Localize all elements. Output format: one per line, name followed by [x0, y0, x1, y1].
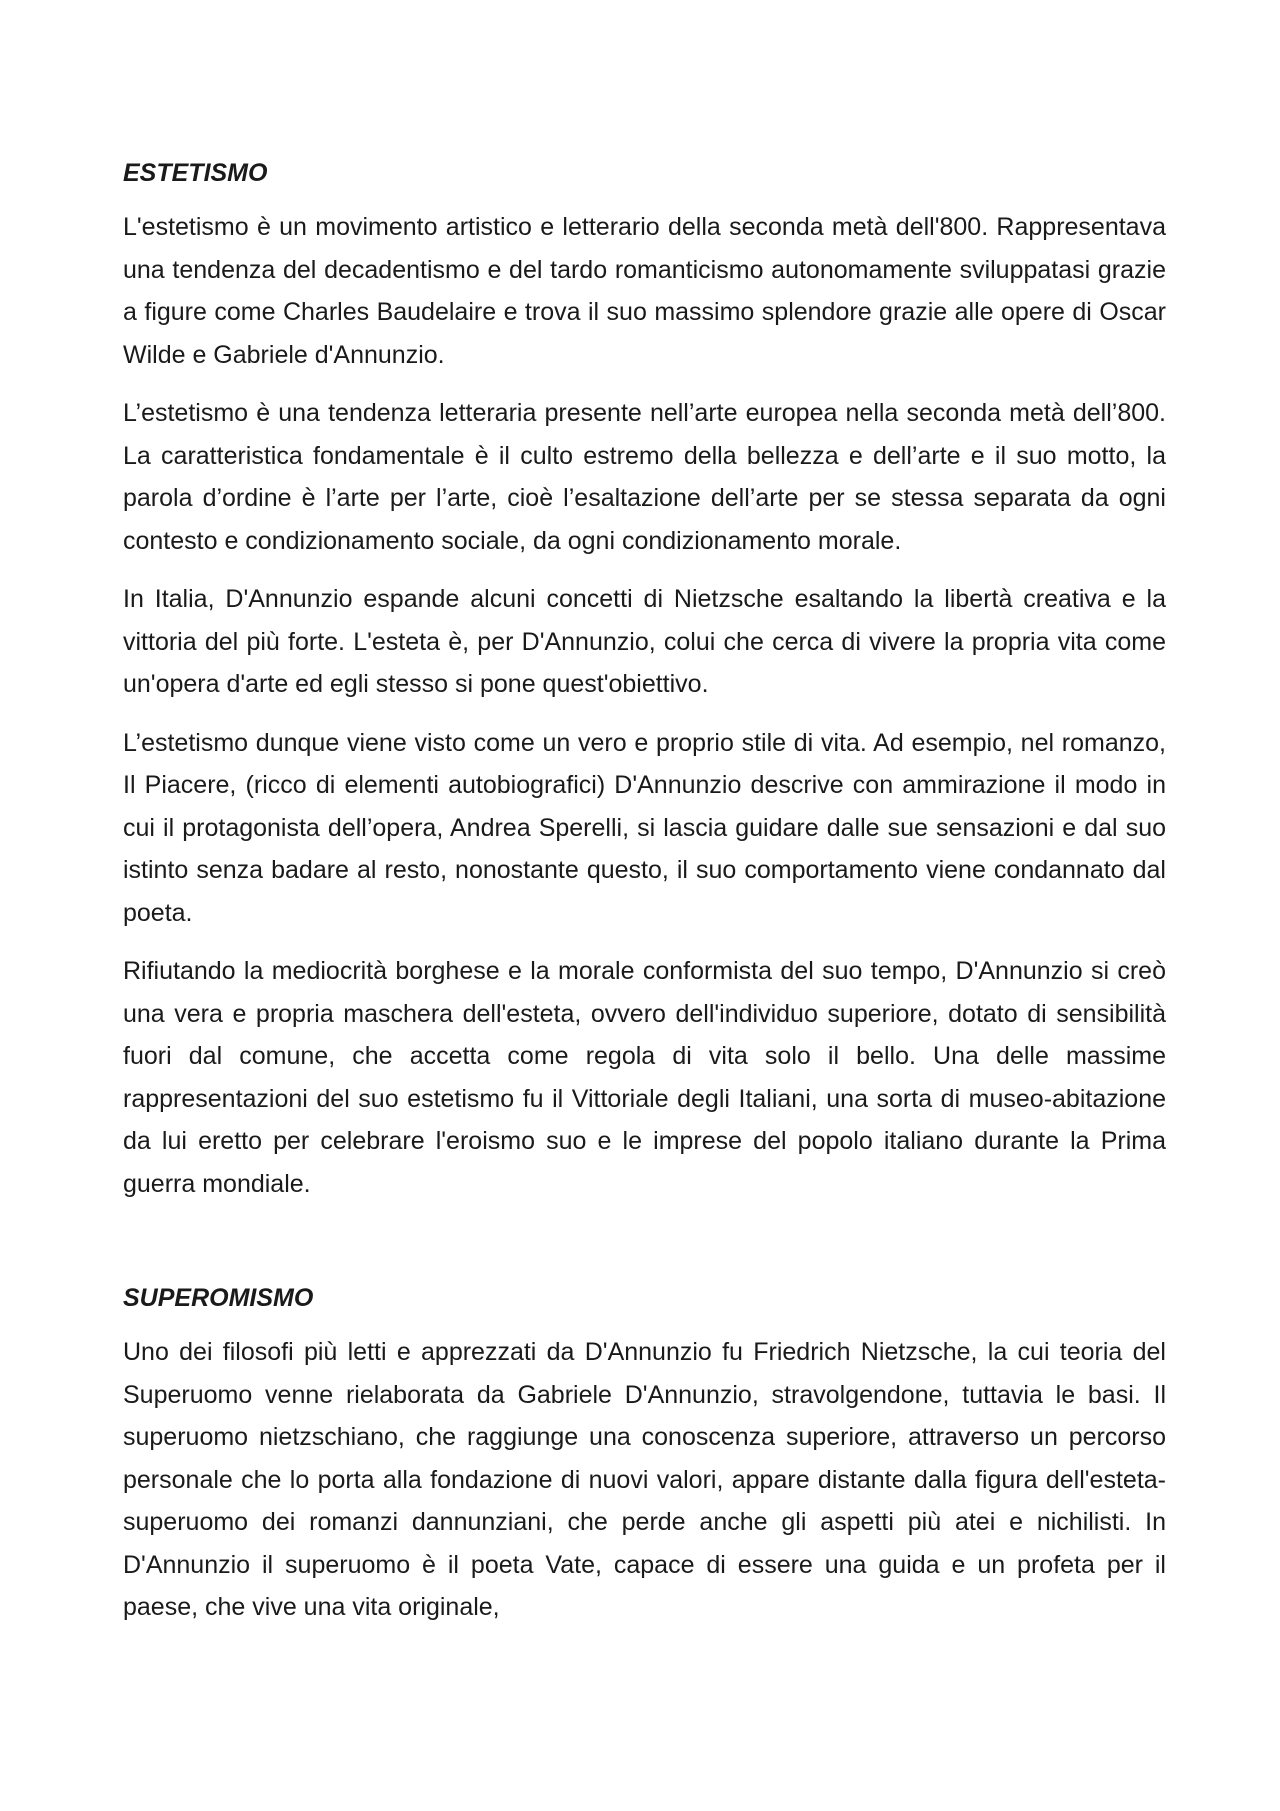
paragraph: L'estetismo è un movimento artistico e letterario della seconda metà dell'800. Rappresentava una tendenza del decadentismo e del tardo romanticismo autonomamente sviluppatasi grazie a figure come Charles Baudelaire e trova il suo massimo splendore grazie alle opere di Oscar Wilde e Gabriele d'Annunzio. [123, 213, 1166, 369]
document-body [123, 152, 1166, 1645]
paragraph: L’estetismo dunque viene visto come un vero e proprio stile di vita. Ad esempio, nel romanzo, Il Piacere, (ricco di elementi autobiografici) D'Annunzio descrive con ammirazione il modo in cui il protagonista dell’opera, Andrea Sperelli, si lascia guidare dalle sue sensazioni e dal suo istinto senza badare al resto, nonostante questo, il suo comportamento viene condannato dal poeta. [123, 728, 1166, 927]
section-spacer [123, 1221, 1166, 1277]
paragraph: Rifiutando la mediocrità borghese e la morale conformista del suo tempo, D'Annunzio si creò una vera e propria maschera dell'esteta, ovvero dell'individuo superiore, dotato di sensibilità fuori dal comune, che accetta come regola di vita solo il bello. Una delle massime rappresentazioni del suo estetismo fu il Vittoriale degli Italiani, una sorta di museo-abitazione da lui eretto per celebrare l'eroismo suo e le imprese del popolo italiano durante la Prima guerra mondiale. [123, 957, 1166, 1198]
paragraph: L’estetismo è una tendenza letteraria presente nell’arte europea nella seconda metà dell’800. La caratteristica fondamentale è il culto estremo della bellezza e dell’arte e il suo motto, la parola d’ordine è l’arte per l’arte, cioè l’esaltazione dell’arte per se stessa separata da ogni contesto e condizionamento sociale, da ogni condizionamento morale. [123, 399, 1166, 555]
section-heading-superomismo: SUPEROMISMO [123, 1284, 314, 1312]
paragraph: In Italia, D'Annunzio espande alcuni concetti di Nietzsche esaltando la libertà creativa e la vittoria del più forte. L'esteta è, per D'Annunzio, colui che cerca di vivere la propria vita come un'opera d'arte ed egli stesso si pone quest'obiettivo. [123, 585, 1166, 698]
section-heading-estetismo: ESTETISMO [123, 159, 268, 187]
paragraph: Uno dei filosofi più letti e apprezzati da D'Annunzio fu Friedrich Nietzsche, la cui teoria del Superuomo venne rielaborata da Gabriele D'Annunzio, stravolgendone, tuttavia le basi. Il superuomo nietzschiano, che raggiunge una conoscenza superiore, attraverso un percorso personale che lo porta alla fondazione di nuovi valori, appare distante dalla figura dell'esteta-superuomo dei romanzi dannunziani, che perde anche gli aspetti più atei e nichilisti. In D'Annunzio il superuomo è il poeta Vate, capace di essere una guida e un profeta per il paese, che vive una vita originale, [123, 1338, 1166, 1621]
